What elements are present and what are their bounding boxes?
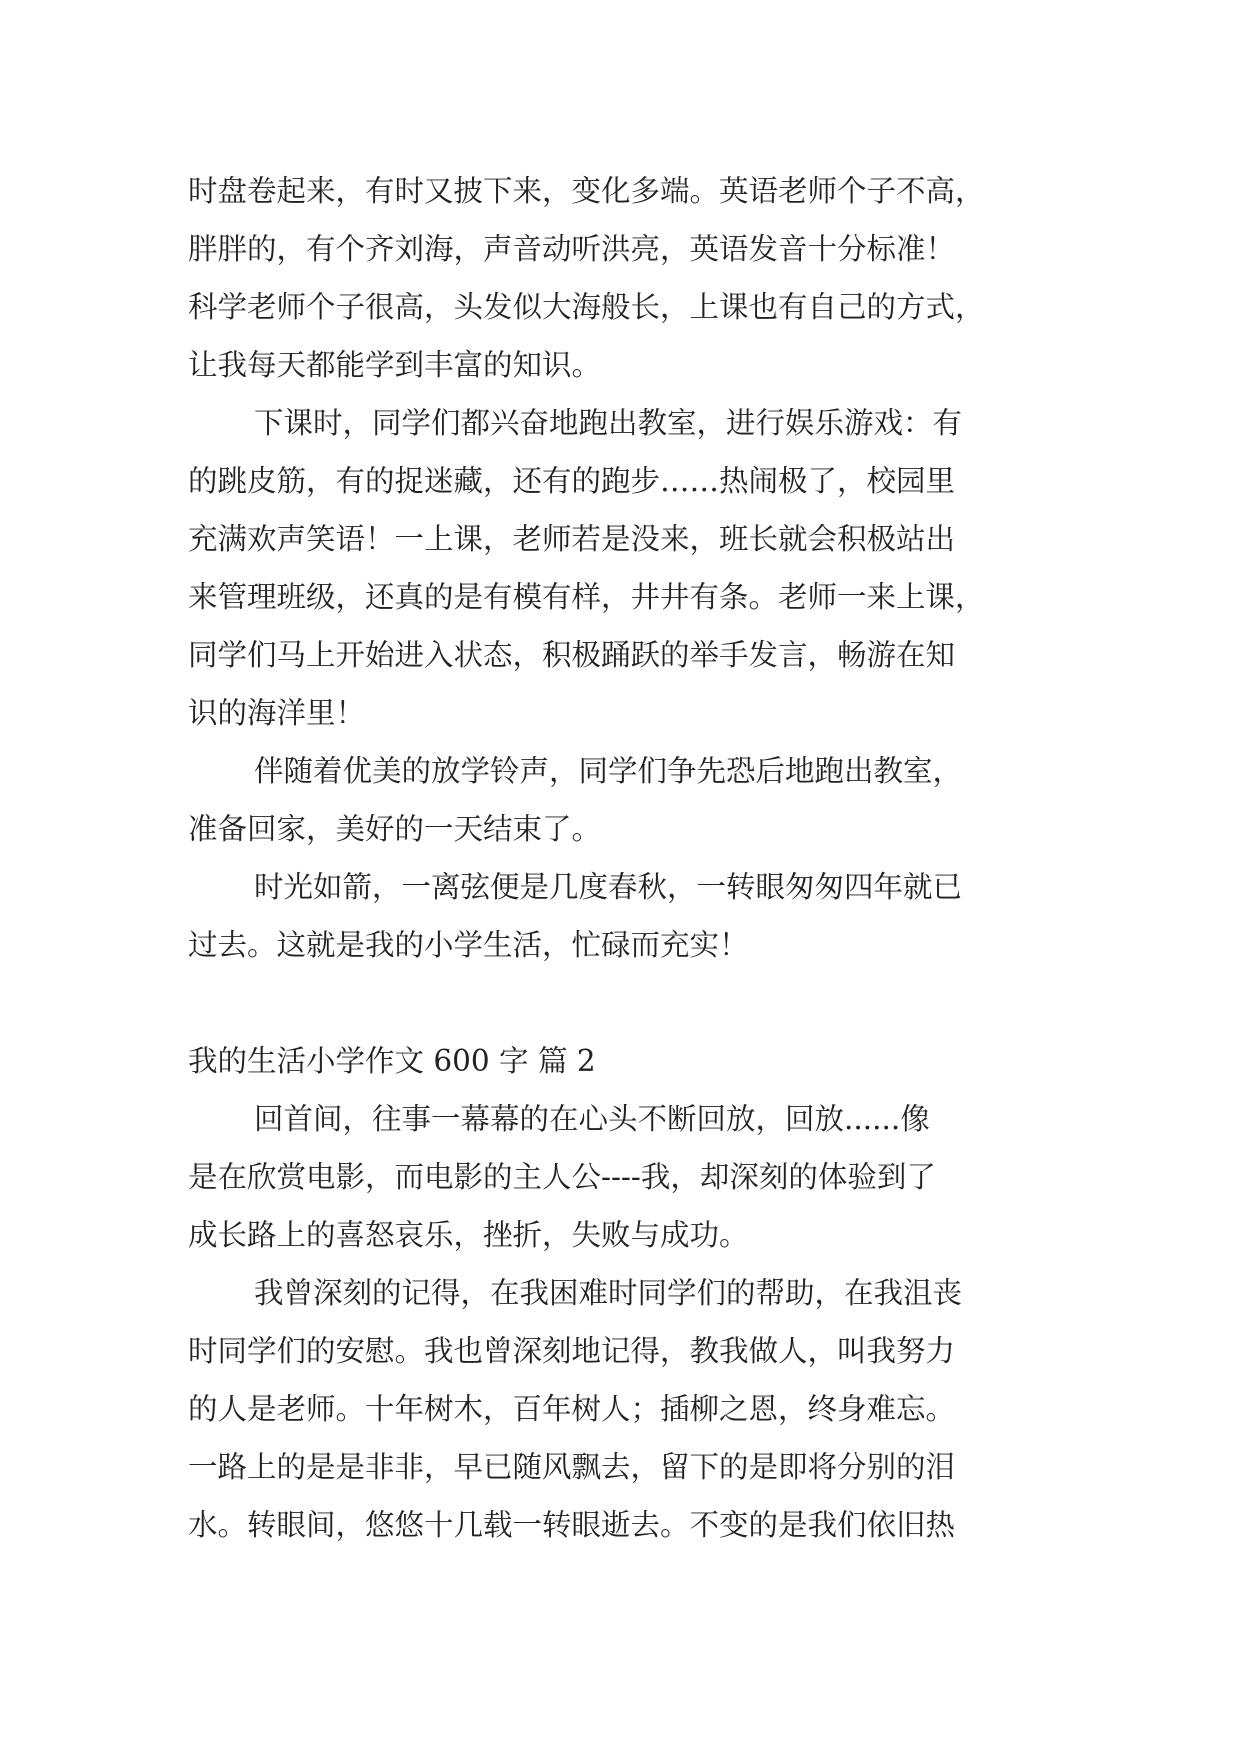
document-page	[188, 162, 1068, 1554]
text-line: 一路上的是是非非，早已随风飘去，留下的是即将分别的泪	[188, 1450, 956, 1484]
text-line: 时光如箭，一离弦便是几度春秋，一转眼匆匆四年就已	[254, 870, 963, 904]
text-line: 回首间，往事一幕幕的在心头不断回放，回放......像	[254, 1102, 930, 1136]
text-line: 准备回家，美好的一天结束了。	[188, 812, 602, 846]
text-line: 的人是老师。十年树木，百年树人；插柳之恩，终身难忘。	[188, 1392, 956, 1426]
text-line: 时同学们的安慰。我也曾深刻地记得，教我做人，叫我努力	[188, 1334, 956, 1368]
text-line: 来管理班级，还真的是有模有样，井井有条。老师一来上课，	[188, 580, 985, 614]
text-line: 是在欣赏电影，而电影的主人公----我，却深刻的体验到了	[188, 1160, 936, 1194]
text-line: 成长路上的喜怒哀乐，挫折，失败与成功。	[188, 1218, 749, 1252]
text-line: 下课时，同学们都兴奋地跑出教室，进行娱乐游戏：有	[254, 406, 963, 440]
text-line: 让我每天都能学到丰富的知识。	[188, 348, 602, 382]
text-line: 识的海洋里！	[188, 696, 366, 730]
paragraph-5	[188, 1090, 1068, 1264]
text-line: 充满欢声笑语！一上课，老师若是没来，班长就会积极站出	[188, 522, 956, 556]
text-line: 伴随着优美的放学铃声，同学们争先恐后地跑出教室，	[254, 754, 963, 788]
text-line: 水。转眼间，悠悠十几载一转眼逝去。不变的是我们依旧热	[188, 1508, 956, 1542]
text-line: 时盘卷起来，有时又披下来，变化多端。英语老师个子不高，	[188, 174, 985, 208]
text-line: 我曾深刻的记得，在我困难时同学们的帮助，在我沮丧	[254, 1276, 963, 1310]
section-spacer	[188, 974, 1068, 1032]
paragraph-4	[188, 858, 1068, 974]
text-line: 胖胖的，有个齐刘海，声音动听洪亮，英语发音十分标准！	[188, 232, 956, 266]
text-line: 科学老师个子很高，头发似大海般长，上课也有自己的方式，	[188, 290, 985, 324]
text-line: 同学们马上开始进入状态，积极踊跃的举手发言，畅游在知	[188, 638, 956, 672]
section-heading: 我的生活小学作文 600 字 篇 2	[188, 1044, 596, 1078]
paragraph-1	[188, 162, 1068, 394]
paragraph-3	[188, 742, 1068, 858]
paragraph-6	[188, 1264, 1068, 1554]
paragraph-2	[188, 394, 1068, 742]
text-line: 的跳皮筋，有的捉迷藏，还有的跑步……热闹极了，校园里	[188, 464, 956, 498]
text-line: 过去。这就是我的小学生活，忙碌而充实！	[188, 928, 749, 962]
